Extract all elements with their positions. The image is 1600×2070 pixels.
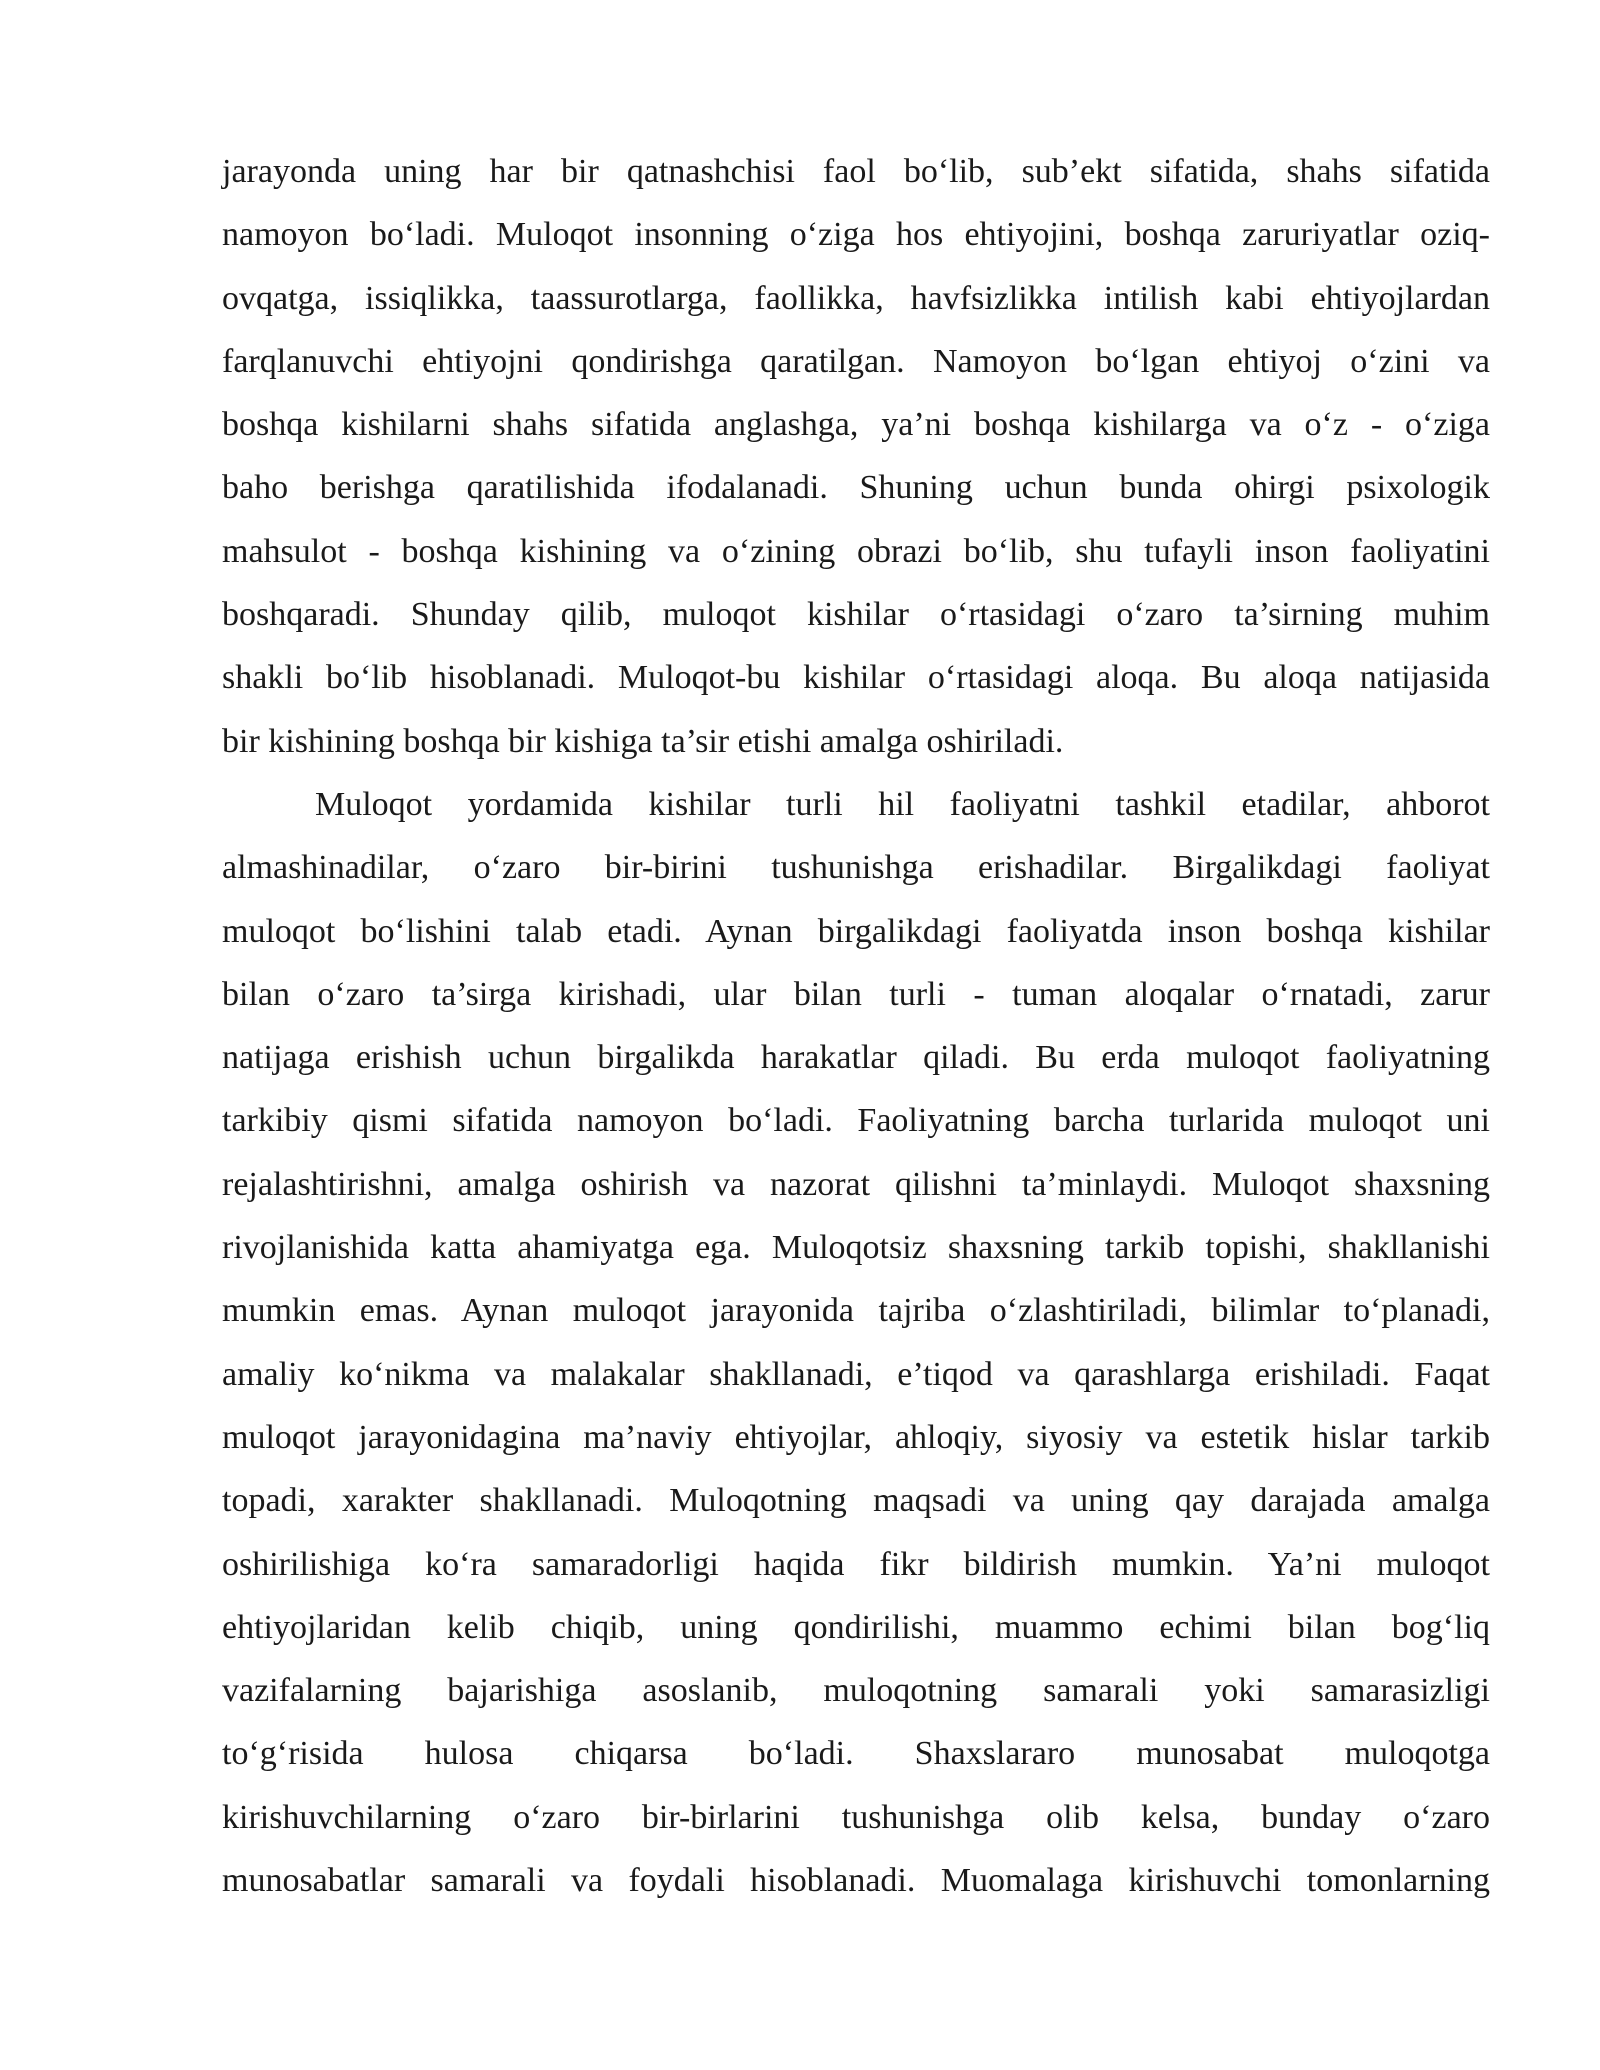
paragraph-1 <box>222 140 1490 773</box>
text-line: mahsulot - boshqa kishining va o‘zining obrazi bo‘lib, shu tufayli inson faoliyatini <box>222 532 1490 570</box>
text-line: boshqaradi. Shunday qilib, muloqot kishilar o‘rtasidagi o‘zaro ta’sirning muhim <box>222 596 1490 634</box>
text-line: farqlanuvchi ehtiyojni qondirishga qaratilgan. Namoyon bo‘lgan ehtiyoj o‘zini va <box>222 342 1490 380</box>
text-line: Muloqot yordamida kishilar turli hil faoliyatni tashkil etadilar, ahborot <box>315 785 1490 823</box>
text-line: tarkibiy qismi sifatida namoyon bo‘ladi. Faoliyatning barcha turlarida muloqot uni <box>222 1102 1490 1140</box>
text-line: jarayonda uning har bir qatnashchisi faol bo‘lib, sub’ekt sifatida, shahs sifatida <box>222 153 1490 190</box>
text-line: munosabatlar samarali va foydali hisoblanadi. Muomalaga kirishuvchi tomonlarning <box>222 1862 1490 1900</box>
text-line: bir kishining boshqa bir kishiga ta’sir etishi amalga oshiriladi. <box>222 722 1064 760</box>
text-line: topadi, xarakter shakllanadi. Muloqotning maqsadi va uning qay darajada amalga <box>222 1482 1490 1520</box>
text-line: mumkin emas. Aynan muloqot jarayonida tajriba o‘zlashtiriladi, bilimlar to‘planadi, <box>222 1292 1490 1330</box>
text-line: ovqatga, issiqlikka, taassurotlarga, faollikka, havfsizlikka intilish kabi ehtiyojlardan <box>222 279 1490 317</box>
text-line: oshirilishiga ko‘ra samaradorligi haqida fikr bildirish mumkin. Ya’ni muloqot <box>222 1545 1490 1583</box>
text-line: kirishuvchilarning o‘zaro bir-birlarini tushunishga olib kelsa, bunday o‘zaro <box>222 1798 1490 1836</box>
text-line: boshqa kishilarni shahs sifatida anglashga, ya’ni boshqa kishilarga va o‘z - o‘ziga <box>222 406 1490 444</box>
text-line: rivojlanishida katta ahamiyatga ega. Muloqotsiz shaxsning tarkib topishi, shakllanishi <box>222 1229 1490 1267</box>
body-text <box>222 140 1490 1912</box>
text-line: to‘g‘risida hulosa chiqarsa bo‘ladi. Shaxslararo munosabat muloqotga <box>222 1735 1490 1773</box>
text-line: muloqot jarayonidagina ma’naviy ehtiyojlar, ahloqiy, siyosiy va estetik hislar tarkib <box>222 1418 1490 1456</box>
text-line: muloqot bo‘lishini talab etadi. Aynan birgalikdagi faoliyatda inson boshqa kishilar <box>222 912 1490 950</box>
text-line: ehtiyojlaridan kelib chiqib, uning qondirilishi, muammo echimi bilan bog‘liq <box>222 1608 1490 1646</box>
text-line: natijaga erishish uchun birgalikda harakatlar qiladi. Bu erda muloqot faoliyatning <box>222 1039 1490 1077</box>
paragraph-2 <box>222 773 1490 1912</box>
text-line: almashinadilar, o‘zaro bir-birini tushunishga erishadilar. Birgalikdagi faoliyat <box>222 849 1490 887</box>
text-line: rejalashtirishni, amalga oshirish va nazorat qilishni ta’minlaydi. Muloqot shaxsning <box>222 1165 1490 1203</box>
text-line: bilan o‘zaro ta’sirga kirishadi, ular bilan turli - tuman aloqalar o‘rnatadi, zarur <box>222 975 1490 1013</box>
text-line: baho berishga qaratilishida ifodalanadi. Shuning uchun bunda ohirgi psixologik <box>222 469 1490 507</box>
text-line: amaliy ko‘nikma va malakalar shakllanadi, e’tiqod va qarashlarga erishiladi. Faqat <box>222 1355 1490 1393</box>
text-line: shakli bo‘lib hisoblanadi. Muloqot-bu kishilar o‘rtasidagi aloqa. Bu aloqa natijasida <box>222 659 1490 697</box>
text-line: vazifalarning bajarishiga asoslanib, muloqotning samarali yoki samarasizligi <box>222 1672 1490 1710</box>
text-line: namoyon bo‘ladi. Muloqot insonning o‘ziga hos ehtiyojini, boshqa zaruriyatlar oziq- <box>222 216 1490 254</box>
